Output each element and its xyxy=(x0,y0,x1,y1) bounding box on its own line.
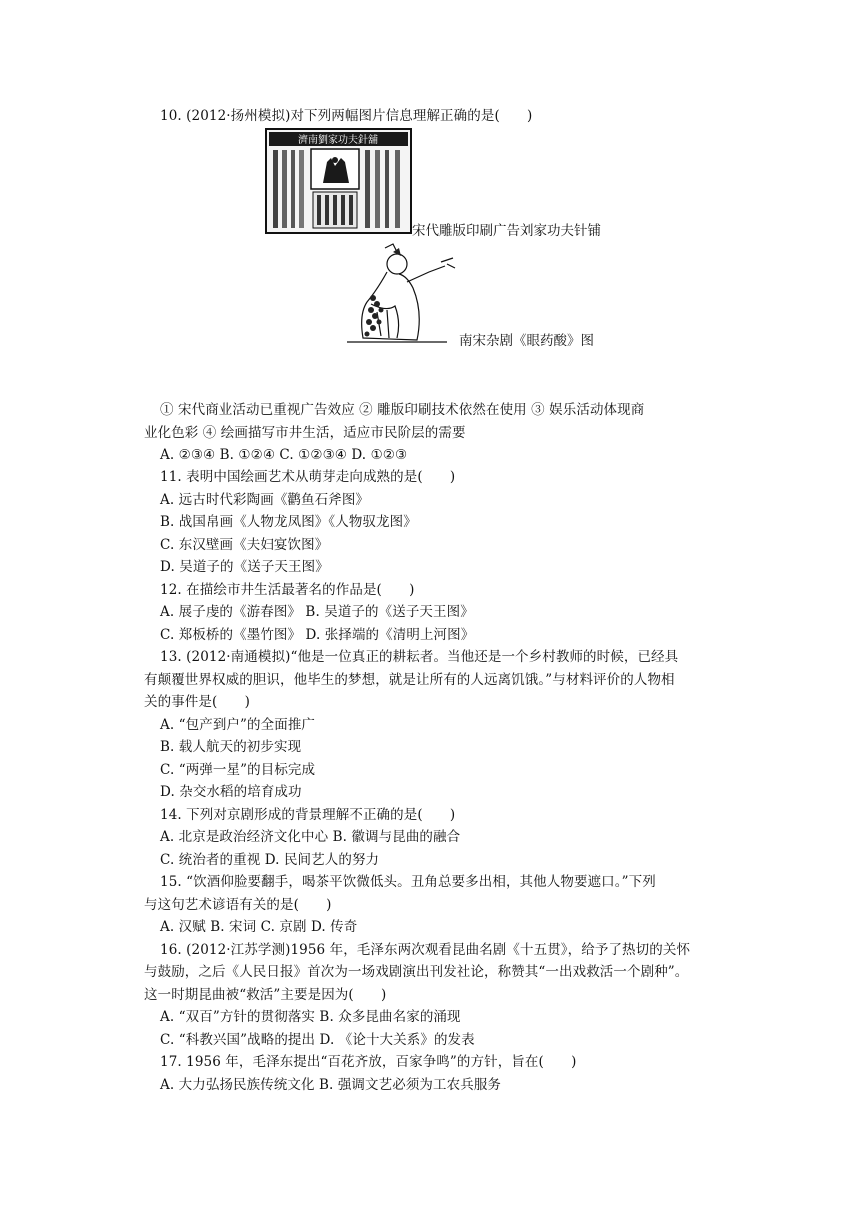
q16-options-cd: C. “科教兴国”战略的提出 D. 《论十大关系》的发表 xyxy=(160,1032,475,1048)
q16-stem-line3: 这一时期昆曲被“救活”主要是因为( ) xyxy=(144,987,387,1003)
q12-options-cd: C. 郑板桥的《墨竹图》 D. 张择端的《清明上河图》 xyxy=(160,627,475,643)
woodblock-advertisement-image xyxy=(265,128,412,234)
opera-figure-image xyxy=(337,242,459,348)
q10-stem: 10. (2012·扬州模拟)对下列两幅图片信息理解正确的是( ) xyxy=(160,108,533,124)
q11-option-a: A. 远古时代彩陶画《鹳鱼石斧图》 xyxy=(160,492,370,508)
q13-option-a: A. “包产到户”的全面推广 xyxy=(160,717,316,733)
q15-stem-line2: 与这句艺术谚语有关的是( ) xyxy=(144,897,332,913)
q10-options-line2: 业化色彩 ④ 绘画描写市井生活，适应市民阶层的需要 xyxy=(144,425,466,441)
q13-option-b: B. 载人航天的初步实现 xyxy=(160,739,302,755)
q10-options-line1: ① 宋代商业活动已重视广告效应 ② 雕版印刷技术依然在使用 ③ 娱乐活动体现商 xyxy=(160,402,645,418)
q10-choices: A. ②③④ B. ①②④ C. ①②③④ D. ①②③ xyxy=(160,447,408,463)
q11-option-c: C. 东汉壁画《夫妇宴饮图》 xyxy=(160,537,329,553)
q15-choices: A. 汉赋 B. 宋词 C. 京剧 D. 传奇 xyxy=(160,919,358,935)
q13-stem-line3: 关的事件是( ) xyxy=(144,694,250,710)
q14-options-ab: A. 北京是政治经济文化中心 B. 徽调与昆曲的融合 xyxy=(160,829,461,845)
q12-options-ab: A. 展子虔的《游春图》 B. 吴道子的《送子天王图》 xyxy=(160,604,474,620)
q12-stem: 12. 在描绘市井生活最著名的作品是( ) xyxy=(160,582,415,598)
q15-stem-line1: 15. “饮酒仰脸要翻手，喝茶平饮微低头。丑角总要多出相，其他人物要遮口。”下列 xyxy=(160,874,656,890)
q13-stem-line2: 有颠覆世界权威的胆识，他毕生的梦想，就是让所有的人远离饥饿。”与材料评价的人物相 xyxy=(144,672,675,688)
q13-stem-line1: 13. (2012·南通模拟)“他是一位真正的耕耘者。当他还是一个乡村教师的时候，已经具 xyxy=(160,649,679,665)
q16-stem-line1: 16. (2012·江苏学测)1956 年，毛泽东两次观看昆曲名剧《十五贯》，给予了热切的关怀 xyxy=(160,942,691,958)
q14-stem: 14. 下列对京剧形成的背景理解不正确的是( ) xyxy=(160,807,456,823)
q13-option-c: C. “两弹一星”的目标完成 xyxy=(160,762,316,778)
figure1-caption: 宋代雕版印刷广告刘家功夫针铺 xyxy=(412,223,601,239)
figure2-caption: 南宋杂剧《眼药酸》图 xyxy=(459,333,594,349)
q16-stem-line2: 与鼓励，之后《人民日报》首次为一场戏剧演出刊发社论，称赞其“一出戏救活一个剧种”。 xyxy=(144,964,689,980)
q17-stem: 17. 1956 年，毛泽东提出“百花齐放，百家争鸣”的方针，旨在( ) xyxy=(160,1054,577,1070)
q14-options-cd: C. 统治者的重视 D. 民间艺人的努力 xyxy=(160,852,380,868)
woodblock-advertisement-drawing xyxy=(265,128,412,234)
q11-option-b: B. 战国帛画《人物龙凤图》《人物驭龙图》 xyxy=(160,514,417,530)
q16-options-ab: A. “双百”方针的贯彻落实 B. 众多昆曲名家的涌现 xyxy=(160,1009,461,1025)
q11-option-d: D. 吴道子的《送子天王图》 xyxy=(160,559,329,575)
q17-options-ab: A. 大力弘扬民族传统文化 B. 强调文艺必须为工农兵服务 xyxy=(160,1077,502,1093)
opera-figure-drawing xyxy=(337,242,459,348)
q13-option-d: D. 杂交水稻的培育成功 xyxy=(160,784,302,800)
q11-stem: 11. 表明中国绘画艺术从萌芽走向成熟的是( ) xyxy=(160,469,456,485)
banner-text: 濟南劉家功夫針舖 xyxy=(298,135,378,146)
